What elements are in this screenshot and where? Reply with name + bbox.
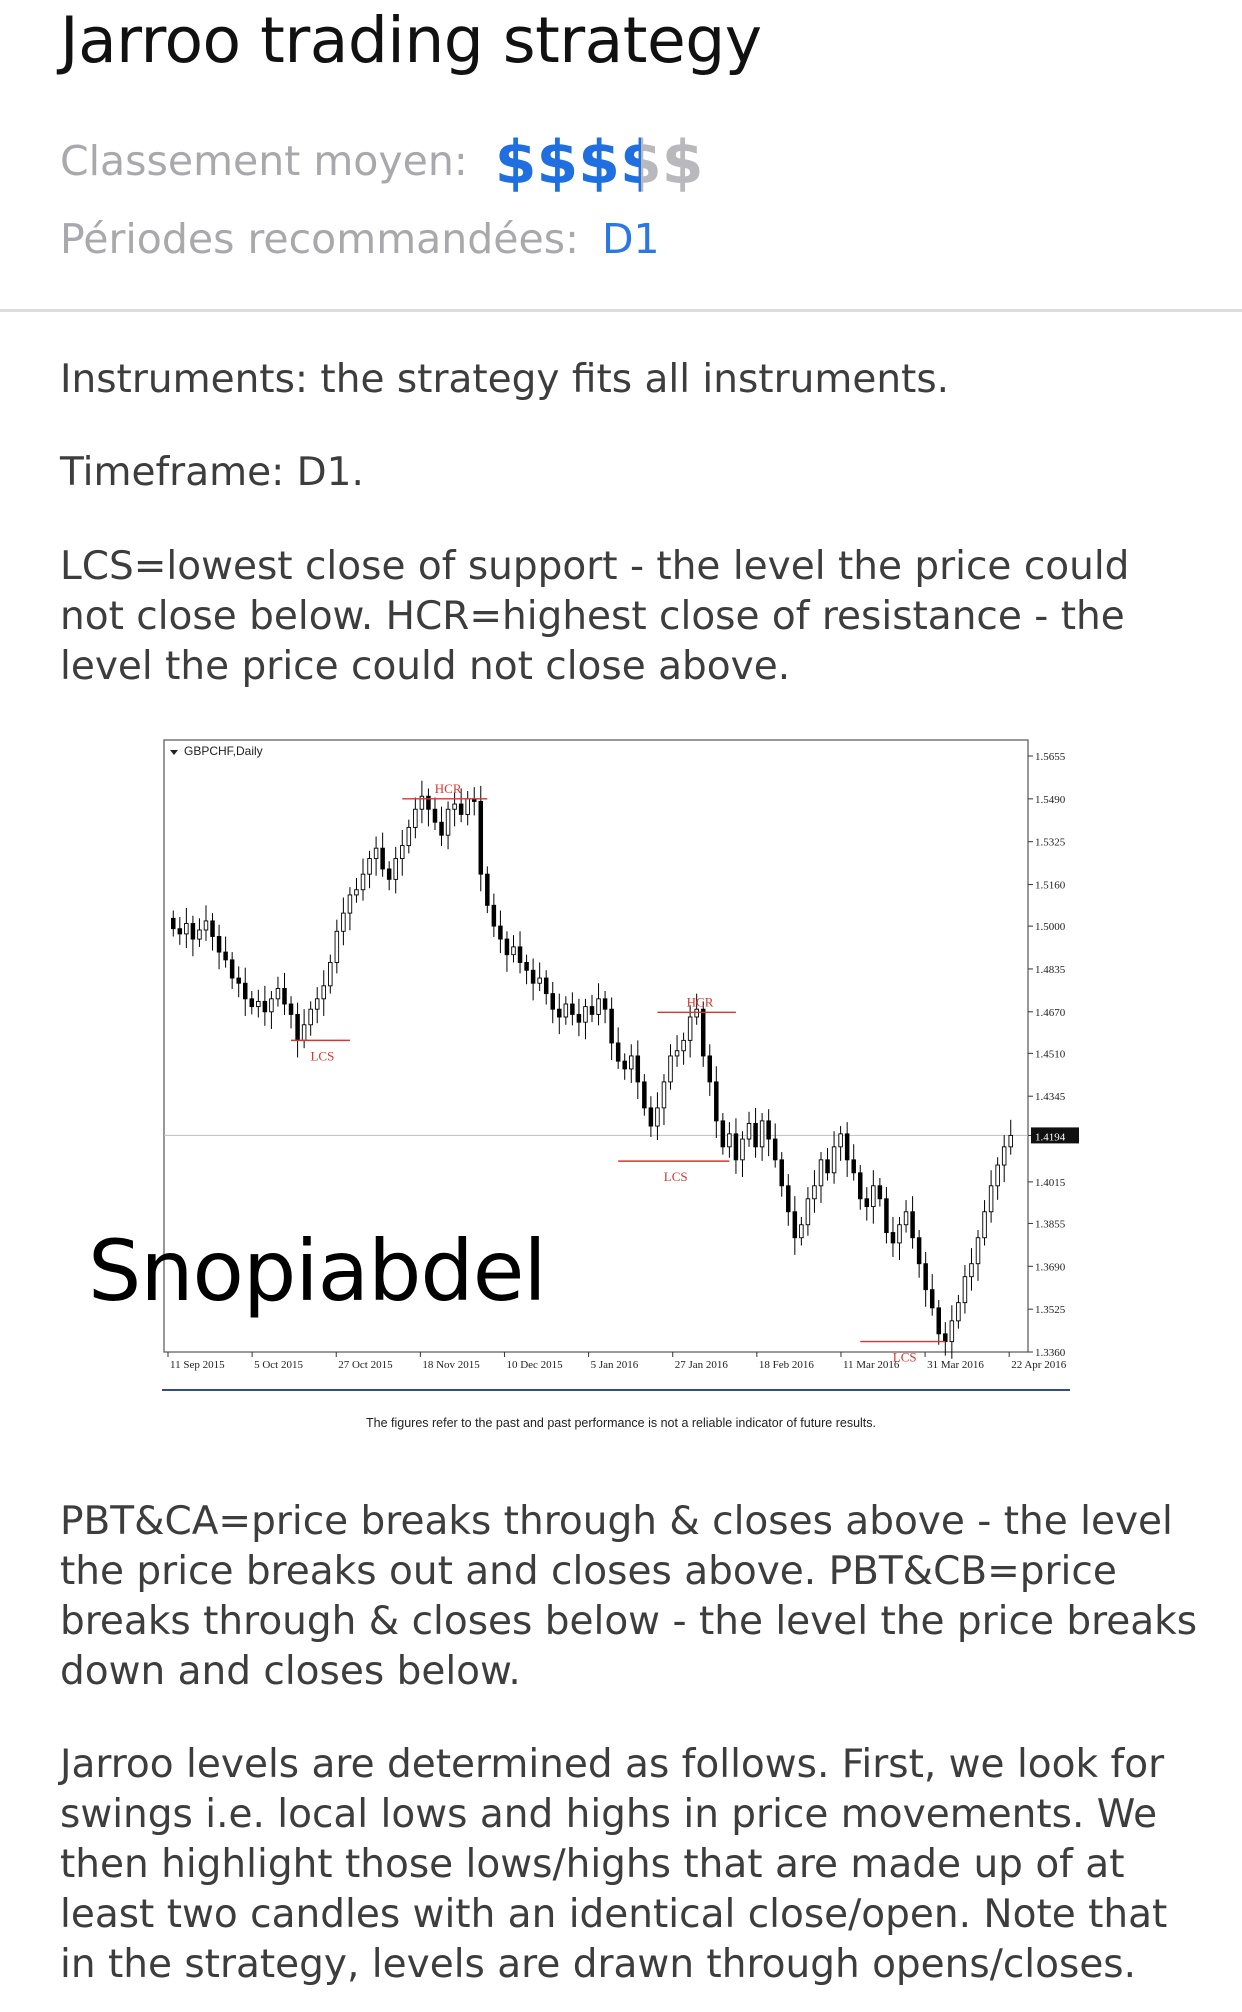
candle-down — [518, 947, 522, 963]
candle-down — [845, 1134, 849, 1160]
candle-up — [989, 1186, 993, 1212]
candle-up — [800, 1225, 804, 1238]
dollar-icon: $ — [578, 128, 620, 198]
candle-down — [486, 874, 490, 905]
rating-row — [60, 128, 704, 198]
header-divider — [0, 309, 1242, 312]
candle-down — [296, 1014, 300, 1040]
candle-up — [970, 1264, 974, 1277]
lcs-label: LCS — [663, 1169, 688, 1185]
y-tick-label: 1.4194 — [1035, 1131, 1066, 1144]
y-tick-label: 1.5000 — [1035, 921, 1066, 934]
candle-up — [185, 924, 189, 934]
y-tick-label: 1.4670 — [1035, 1006, 1066, 1019]
watermark-text: Snopiabdel — [88, 1222, 546, 1320]
x-tick-label: 10 Dec 2015 — [506, 1359, 563, 1371]
candle-down — [191, 924, 195, 940]
candle-down — [721, 1121, 725, 1147]
candle-up — [414, 809, 418, 827]
candle-up — [806, 1199, 810, 1225]
candle-down — [590, 1007, 594, 1015]
candle-up — [315, 999, 319, 1009]
candle-up — [976, 1238, 980, 1264]
candle-down — [793, 1212, 797, 1238]
candle-up — [302, 1025, 306, 1041]
candle-up — [832, 1147, 836, 1173]
candle-up — [839, 1134, 843, 1147]
candle-up — [695, 1009, 699, 1017]
candle-up — [656, 1108, 660, 1126]
candle-up — [374, 848, 378, 858]
candle-up — [204, 921, 208, 930]
y-tick-label: 1.4835 — [1035, 963, 1066, 976]
candle-down — [911, 1212, 915, 1238]
candle-up — [453, 804, 457, 809]
candle-up — [335, 931, 339, 962]
candle-down — [701, 1009, 705, 1056]
candle-down — [440, 822, 444, 835]
candle-up — [198, 930, 202, 939]
y-tick-label: 1.5655 — [1035, 751, 1066, 763]
candle-up — [276, 988, 280, 998]
candle-up — [328, 962, 332, 985]
candle-up — [322, 986, 326, 999]
candle-up — [407, 827, 411, 845]
candle-down — [865, 1199, 869, 1207]
y-tick-label: 1.3855 — [1035, 1218, 1066, 1231]
candle-up — [309, 1009, 313, 1025]
candle-down — [767, 1121, 771, 1139]
instruments-paragraph: Instruments: the strategy fits all instruments. — [60, 357, 950, 402]
x-tick-label: 18 Nov 2015 — [422, 1359, 480, 1371]
disclaimer-text: The figures refer to the past and past performance is not a reliable indicator of future results. — [366, 1416, 876, 1430]
candle-down — [852, 1160, 856, 1173]
candle-up — [675, 1051, 679, 1056]
candle-down — [283, 988, 287, 1004]
lcs-label: LCS — [892, 1349, 917, 1365]
x-tick-label: 31 Mar 2016 — [927, 1359, 984, 1371]
candle-up — [872, 1186, 876, 1207]
candle-down — [571, 1004, 575, 1014]
candle-down — [433, 809, 437, 822]
candle-up — [257, 1001, 261, 1006]
candle-down — [171, 918, 175, 928]
candle-up — [355, 890, 359, 895]
candle-down — [930, 1290, 934, 1308]
candle-down — [551, 994, 555, 1010]
candle-down — [649, 1108, 653, 1126]
y-tick-label: 1.5160 — [1035, 879, 1066, 892]
candle-down — [505, 939, 509, 955]
candle-down — [786, 1186, 790, 1212]
price-chart — [158, 732, 1084, 1444]
y-tick-label: 1.3525 — [1035, 1304, 1066, 1317]
candle-up — [983, 1212, 987, 1238]
dollar-icon: $ — [494, 128, 537, 198]
candle-up — [629, 1056, 633, 1069]
strategy-header — [0, 0, 1242, 312]
candle-up — [538, 978, 542, 983]
candle-down — [211, 921, 215, 937]
y-tick-label: 1.4015 — [1035, 1176, 1066, 1189]
candle-down — [263, 1001, 267, 1011]
y-tick-label: 1.3690 — [1035, 1261, 1066, 1274]
page-title: Jarroo trading strategy — [60, 4, 762, 77]
candle-down — [250, 999, 254, 1007]
candle-up — [898, 1225, 902, 1243]
candle-down — [643, 1082, 647, 1108]
candle-down — [610, 1009, 614, 1043]
candle-up — [950, 1321, 954, 1342]
candle-up — [512, 947, 516, 955]
x-tick-label: 18 Feb 2016 — [758, 1359, 814, 1371]
rating-label: Classement moyen: — [60, 137, 468, 185]
candle-up — [747, 1123, 751, 1139]
candle-up — [904, 1212, 908, 1225]
candle-up — [400, 846, 404, 859]
hcr-label: HCR — [434, 780, 462, 796]
candle-down — [715, 1082, 719, 1121]
candle-down — [858, 1173, 862, 1199]
candle-up — [394, 859, 398, 880]
candle-down — [616, 1043, 620, 1061]
candle-down — [479, 801, 483, 874]
candle-down — [734, 1134, 738, 1160]
candle-down — [459, 804, 463, 814]
candle-up — [682, 1040, 686, 1050]
candle-down — [224, 952, 228, 960]
candle-up — [466, 799, 470, 815]
levels-paragraph: Jarroo levels are determined as follows. First, we look for swings i.e. local lows and highs in price movements. We then highlight those lows/highs that are made up of at least two candles with an identical close/open. Note that in the strategy, levels are drawn through opens/closes. — [60, 1742, 1168, 1987]
candle-down — [531, 970, 535, 983]
candle-down — [237, 978, 241, 983]
hcr-label: HCR — [686, 994, 714, 1010]
rating-dollar-icons — [494, 128, 704, 198]
candle-down — [243, 983, 247, 999]
breakout-paragraph: PBT&CA=price breaks through & closes above - the level the price breaks out and closes above. PBT&CB=price breaks through & closes below - the level the price breaks down and closes below. — [60, 1499, 1198, 1694]
lcs-label: LCS — [310, 1048, 335, 1064]
candle-up — [1009, 1135, 1013, 1146]
dollar-icon: $ — [619, 128, 662, 198]
candle-up — [728, 1134, 732, 1147]
candle-up — [741, 1139, 745, 1160]
x-tick-label: 5 Oct 2015 — [254, 1359, 304, 1371]
x-tick-label: 11 Sep 2015 — [170, 1359, 225, 1371]
candle-up — [368, 859, 372, 875]
candle-down — [525, 962, 529, 970]
candle-down — [937, 1308, 941, 1334]
candle-up — [688, 1017, 692, 1040]
candle-up — [760, 1121, 764, 1147]
dollar-icon: $ — [536, 128, 579, 198]
candle-up — [813, 1186, 817, 1199]
periods-label: Périodes recommandées: — [60, 215, 579, 263]
candle-down — [891, 1233, 895, 1243]
y-tick-label: 1.5490 — [1035, 793, 1066, 806]
candle-up — [348, 895, 352, 913]
candle-down — [773, 1139, 777, 1160]
candle-up — [564, 1004, 568, 1017]
x-tick-label: 11 Mar 2016 — [842, 1359, 900, 1371]
candle-down — [878, 1186, 882, 1199]
candle-down — [708, 1056, 712, 1082]
candle-up — [1002, 1147, 1006, 1165]
x-tick-label: 27 Jan 2016 — [674, 1359, 728, 1371]
candle-up — [584, 1007, 588, 1023]
candle-up — [963, 1277, 967, 1303]
candle-up — [996, 1165, 1000, 1186]
candle-up — [342, 913, 346, 931]
candle-down — [544, 978, 548, 994]
candle-down — [557, 1009, 561, 1017]
candle-up — [669, 1056, 673, 1082]
candle-down — [826, 1160, 830, 1173]
y-tick-label: 1.3360 — [1035, 1347, 1066, 1359]
candle-down — [944, 1334, 948, 1342]
candle-down — [885, 1199, 889, 1233]
candle-down — [623, 1061, 627, 1069]
candle-down — [178, 929, 182, 934]
definitions-paragraph: LCS=lowest close of support - the level the price could not close below. HCR=highest close of resistance - the level the price could not close above. — [60, 544, 1130, 689]
periods-row — [60, 215, 660, 263]
x-tick-label: 5 Jan 2016 — [590, 1359, 639, 1371]
candle-down — [230, 960, 234, 978]
periods-value: D1 — [601, 215, 660, 263]
candle-up — [819, 1160, 823, 1186]
chart-svg — [158, 732, 1084, 1444]
y-tick-label: 1.5325 — [1035, 836, 1066, 849]
candle-down — [917, 1238, 921, 1264]
x-tick-label: 27 Oct 2015 — [338, 1359, 393, 1371]
candle-up — [270, 999, 274, 1012]
candle-up — [662, 1082, 666, 1108]
candle-down — [387, 869, 391, 879]
candle-down — [924, 1264, 928, 1290]
y-tick-label: 1.4510 — [1035, 1048, 1066, 1061]
candle-down — [636, 1056, 640, 1082]
dollar-icon: $ — [661, 128, 704, 198]
candle-down — [381, 848, 385, 869]
y-tick-label: 1.4345 — [1035, 1091, 1066, 1104]
candle-down — [499, 926, 503, 939]
candle-up — [957, 1303, 961, 1321]
candle-up — [446, 809, 450, 835]
candle-down — [780, 1160, 784, 1186]
candle-down — [492, 905, 496, 926]
candle-down — [577, 1014, 581, 1022]
candle-down — [289, 1004, 293, 1014]
candle-down — [603, 999, 607, 1009]
candle-up — [361, 874, 365, 890]
candle-up — [597, 999, 601, 1015]
x-tick-label: 22 Apr 2016 — [1011, 1359, 1067, 1371]
timeframe-paragraph: Timeframe: D1. — [60, 450, 364, 495]
candle-down — [217, 936, 221, 952]
chart-title: GBPCHF,Daily — [184, 744, 263, 758]
candle-down — [754, 1123, 758, 1146]
